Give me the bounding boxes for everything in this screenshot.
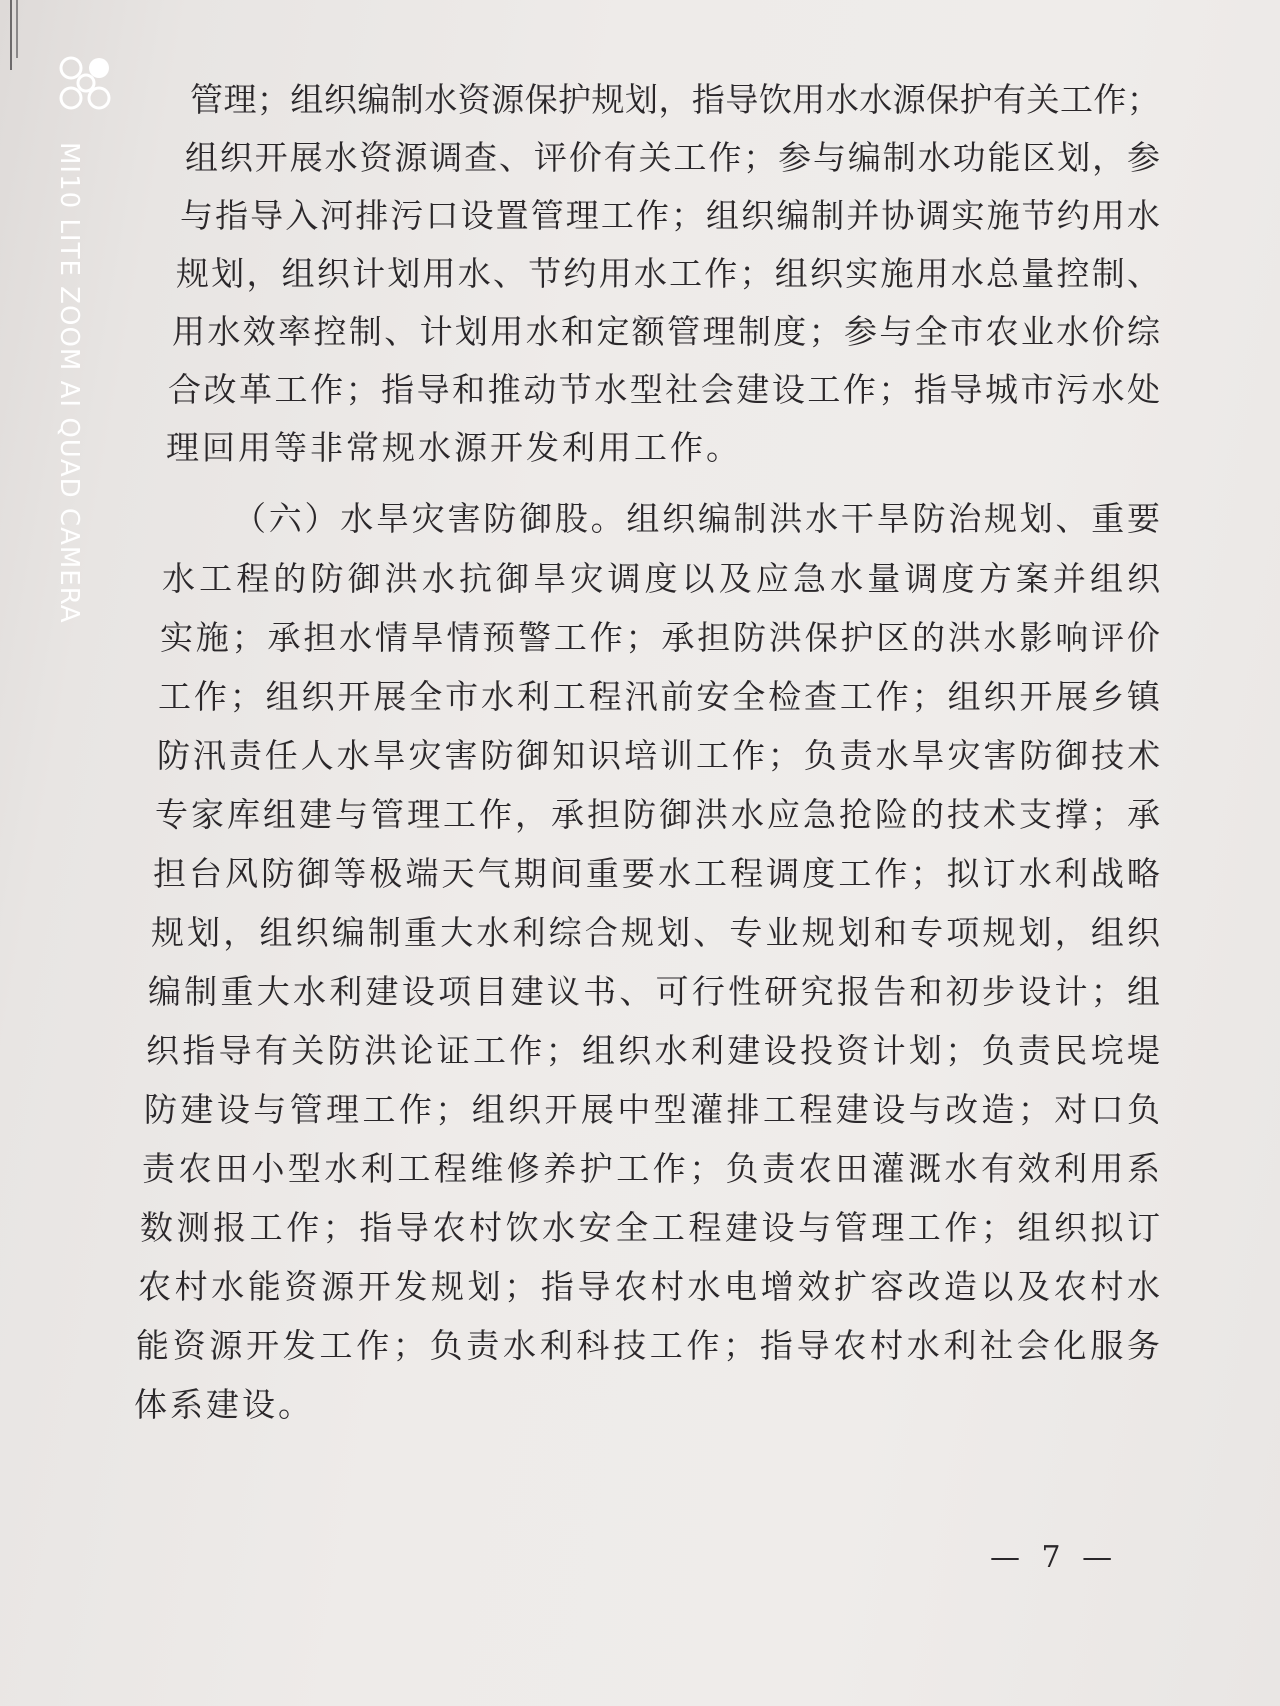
body-line: 工作；组织开展全市水利工程汛前安全检查工作；组织开展乡镇	[158, 677, 1163, 716]
body-line: 担台风防御等极端天气期间重要水工程调度工作；拟订水利战略	[153, 854, 1163, 893]
page-number: — 7 —	[990, 1540, 1119, 1575]
body-line: 编制重大水利建设项目建议书、可行性研究报告和初步设计；组	[148, 972, 1164, 1011]
body-line: 防汛责任人水旱灾害防御知识培训工作；负责水旱灾害防御技术	[157, 736, 1164, 775]
body-line: 规划，组织编制重大水利综合规划、专业规划和专项规划，组织	[151, 913, 1164, 952]
body-line: 专家库组建与管理工作，承担防御洪水应急抢险的技术支撑；承	[155, 795, 1163, 834]
body-line: 合改革工作；指导和推动节水型社会建设工作；指导城市污水处	[168, 370, 1163, 409]
body-line: 与指导入河排污口设置管理工作；组织编制并协调实施节约用水	[180, 196, 1162, 235]
section-heading-line: （六）水旱灾害防御股。组织编制洪水干旱防治规划、重要	[233, 499, 1163, 538]
body-line: 理回用等非常规水源开发利用工作。	[166, 428, 742, 467]
body-line: 用水效率控制、计划用水和定额管理制度；参与全市农业水价综	[172, 312, 1163, 351]
body-line: 能资源开发工作；负责水利科技工作；指导农村水利社会化服务	[136, 1326, 1164, 1365]
body-line: 水工程的防御洪水抗御旱灾调度以及应急水量调度方案并组织	[162, 559, 1165, 598]
watermark-line-2: AI QUAD CAMERA	[54, 380, 84, 624]
body-line: 农村水能资源开发规划；指导农村水电增效扩容改造以及农村水	[138, 1267, 1164, 1306]
body-line: 规划，组织计划用水、节约用水工作；组织实施用水总量控制、	[176, 254, 1163, 293]
body-line: 实施；承担水情旱情预警工作；承担防洪保护区的洪水影响评价	[160, 618, 1163, 657]
body-line: 数测报工作；指导农村饮水安全工程建设与管理工作；组织拟订	[140, 1208, 1164, 1247]
body-line: 管理；组织编制水资源保护规划，指导饮用水水源保护有关工作；	[190, 80, 1161, 119]
body-line: 防建设与管理工作；组织开展中型灌排工程建设与改造；对口负	[144, 1090, 1164, 1129]
body-line: 组织开展水资源调查、评价有关工作；参与编制水功能区划，参	[185, 138, 1162, 177]
body-line: 织指导有关防洪论证工作；组织水利建设投资计划；负责民垸堤	[146, 1031, 1164, 1070]
body-line: 体系建设。	[134, 1385, 314, 1424]
body-line: 责农田小型水利工程维修养护工作；负责农田灌溉水有效利用系	[142, 1149, 1164, 1188]
watermark-line-1: MI10 LITE ZOOM	[54, 142, 84, 372]
